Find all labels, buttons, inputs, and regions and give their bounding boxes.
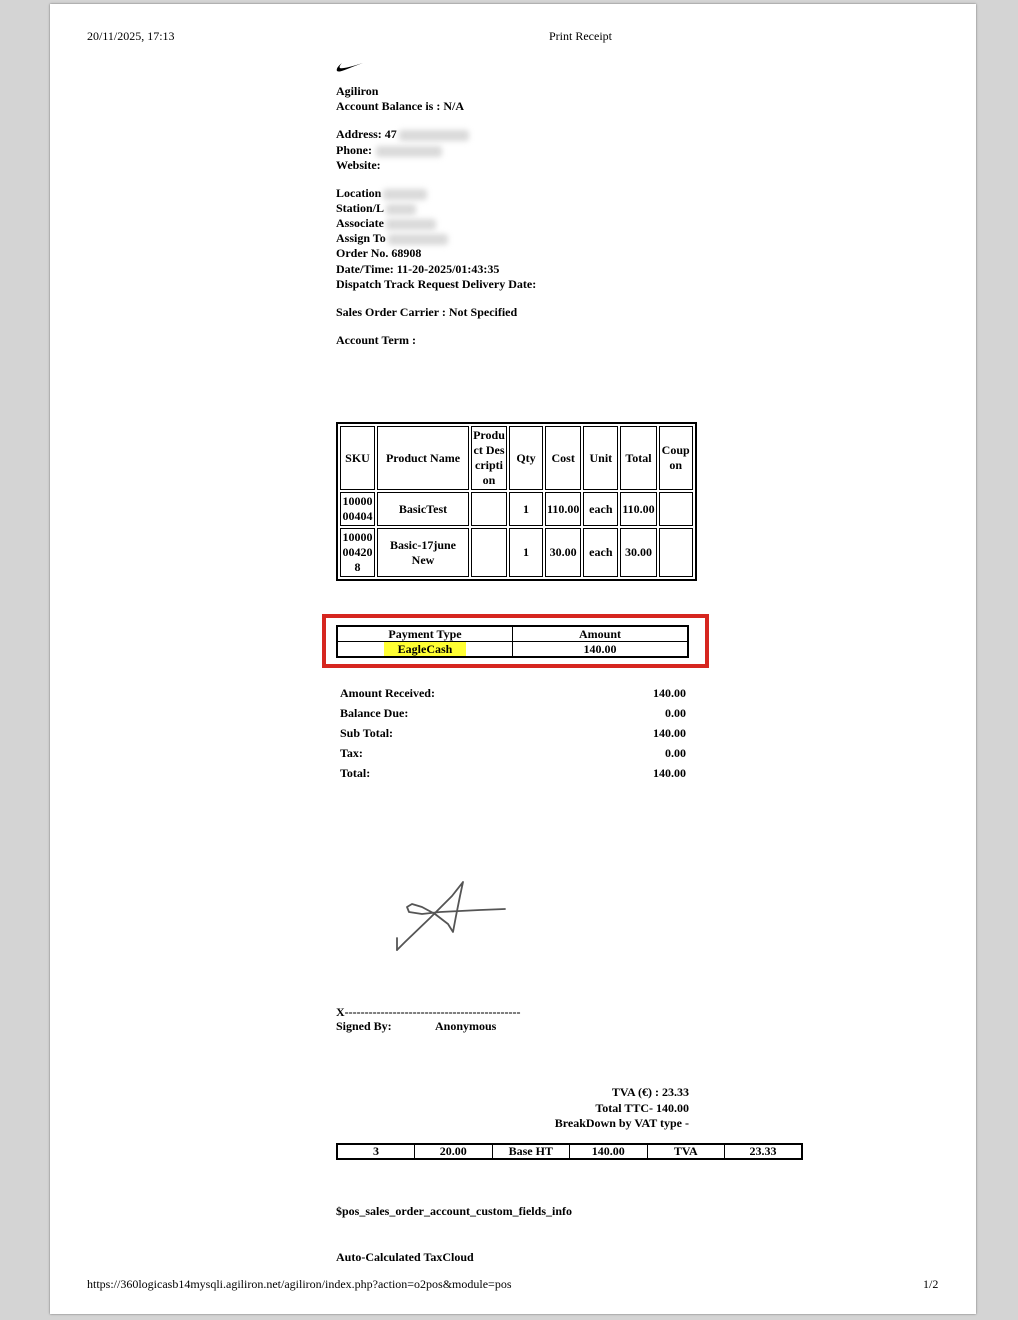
account-term-line: Account Term : [336,333,416,347]
signature-line: X-------------------------------------------- [336,1005,521,1019]
cell-total: 110.00 [620,492,656,526]
cell-cost: 110.00 [545,492,581,526]
table-row [340,492,693,526]
header-sku: SKU [340,426,375,490]
address-line: Address: 47 [336,127,469,142]
cell-coupon [659,528,693,577]
custom-fields-placeholder: $pos_sales_order_account_custom_fields_info [336,1204,572,1218]
header-total: Total [620,426,656,490]
print-datetime: 20/11/2025, 17:13 [87,29,175,43]
signature-image [390,874,510,964]
order-datetime: Date/Time: 11-20-2025/01:43:35 [336,262,500,276]
vat-summary [470,1085,689,1132]
carrier-line: Sales Order Carrier : Not Specified [336,305,518,319]
sub-total-row: Sub Total: 140.00 [340,726,686,740]
signed-by: Signed By: Anonymous [336,1019,497,1033]
account-balance: Account Balance is : N/A [336,99,464,113]
station-line: Station/L [336,201,416,216]
phone-line: Phone: [336,143,442,158]
cell-product-name: BasicTest [377,492,469,526]
balance-due-row: Balance Due: 0.00 [340,706,686,720]
total-ttc-line: Total TTC- 140.00 [595,1100,689,1115]
header-product-name: Product Name [377,426,469,490]
header-unit: Unit [583,426,618,490]
page-indicator: 1/2 [923,1277,939,1291]
cell-unit: each [583,492,618,526]
amount-received-row: Amount Received: 140.00 [340,686,686,700]
vat-cell: 20.00 [415,1144,493,1159]
header-product-description: Product Description [471,426,507,490]
cell-sku: 1000000420 8 [340,528,375,577]
website-line: Website: [336,158,381,172]
page-url: https://360logicasb14mysqli.agiliron.net/agiliron/index.php?action=o2pos&module=pos [87,1277,512,1291]
auto-calculated-taxcloud: Auto-Calculated TaxCloud [336,1250,474,1264]
totals-block [340,686,686,786]
vat-cell: 140.00 [570,1144,648,1159]
total-row: Total: 140.00 [340,766,686,780]
cell-description [471,528,507,577]
cell-total: 30.00 [620,528,656,577]
swoosh-logo-icon [336,59,364,73]
location-line: Location [336,186,427,201]
header-cost: Cost [545,426,581,490]
payment-header-row [337,626,688,642]
store-name: Agiliron [336,84,379,98]
assign-line: Assign To [336,231,448,246]
payment-table [336,625,689,658]
payment-type-cell [337,642,513,658]
cell-cost: 30.00 [545,528,581,577]
dispatch-line: Dispatch Track Request Delivery Date: [336,277,537,291]
print-title: Print Receipt [549,29,612,43]
payment-amount-value: 140.00 [513,642,689,658]
vat-cell: 3 [337,1144,415,1159]
payment-type-value: EagleCash [384,642,467,656]
payment-amount-header: Amount [513,626,689,642]
table-row [340,528,693,577]
breakdown-line: BreakDown by VAT type - [554,1116,689,1130]
cell-unit: each [583,528,618,577]
cell-qty: 1 [509,492,543,526]
table-row [337,1144,802,1159]
header-coupon: Coupon [659,426,693,490]
order-number: Order No. 68908 [336,246,422,260]
payment-type-header: Payment Type [337,626,513,642]
vat-cell: Base HT [492,1144,570,1159]
tva-line: TVA (€) : 23.33 [611,1085,689,1099]
cell-description [471,492,507,526]
associate-line: Associate [336,216,436,231]
vat-cell: 23.33 [725,1144,803,1159]
cell-coupon [659,492,693,526]
items-table [336,422,697,581]
cell-sku: 1000000404 [340,492,375,526]
tax-row: Tax: 0.00 [340,746,686,760]
print-page [50,4,976,1314]
cell-product-name: Basic-17june New [377,528,469,577]
cell-qty: 1 [509,528,543,577]
header-qty: Qty [509,426,543,490]
signed-by-value: Anonymous [435,1019,497,1033]
items-header-row [340,426,693,490]
payment-row [337,642,688,658]
vat-table [336,1143,803,1160]
vat-cell: TVA [647,1144,725,1159]
